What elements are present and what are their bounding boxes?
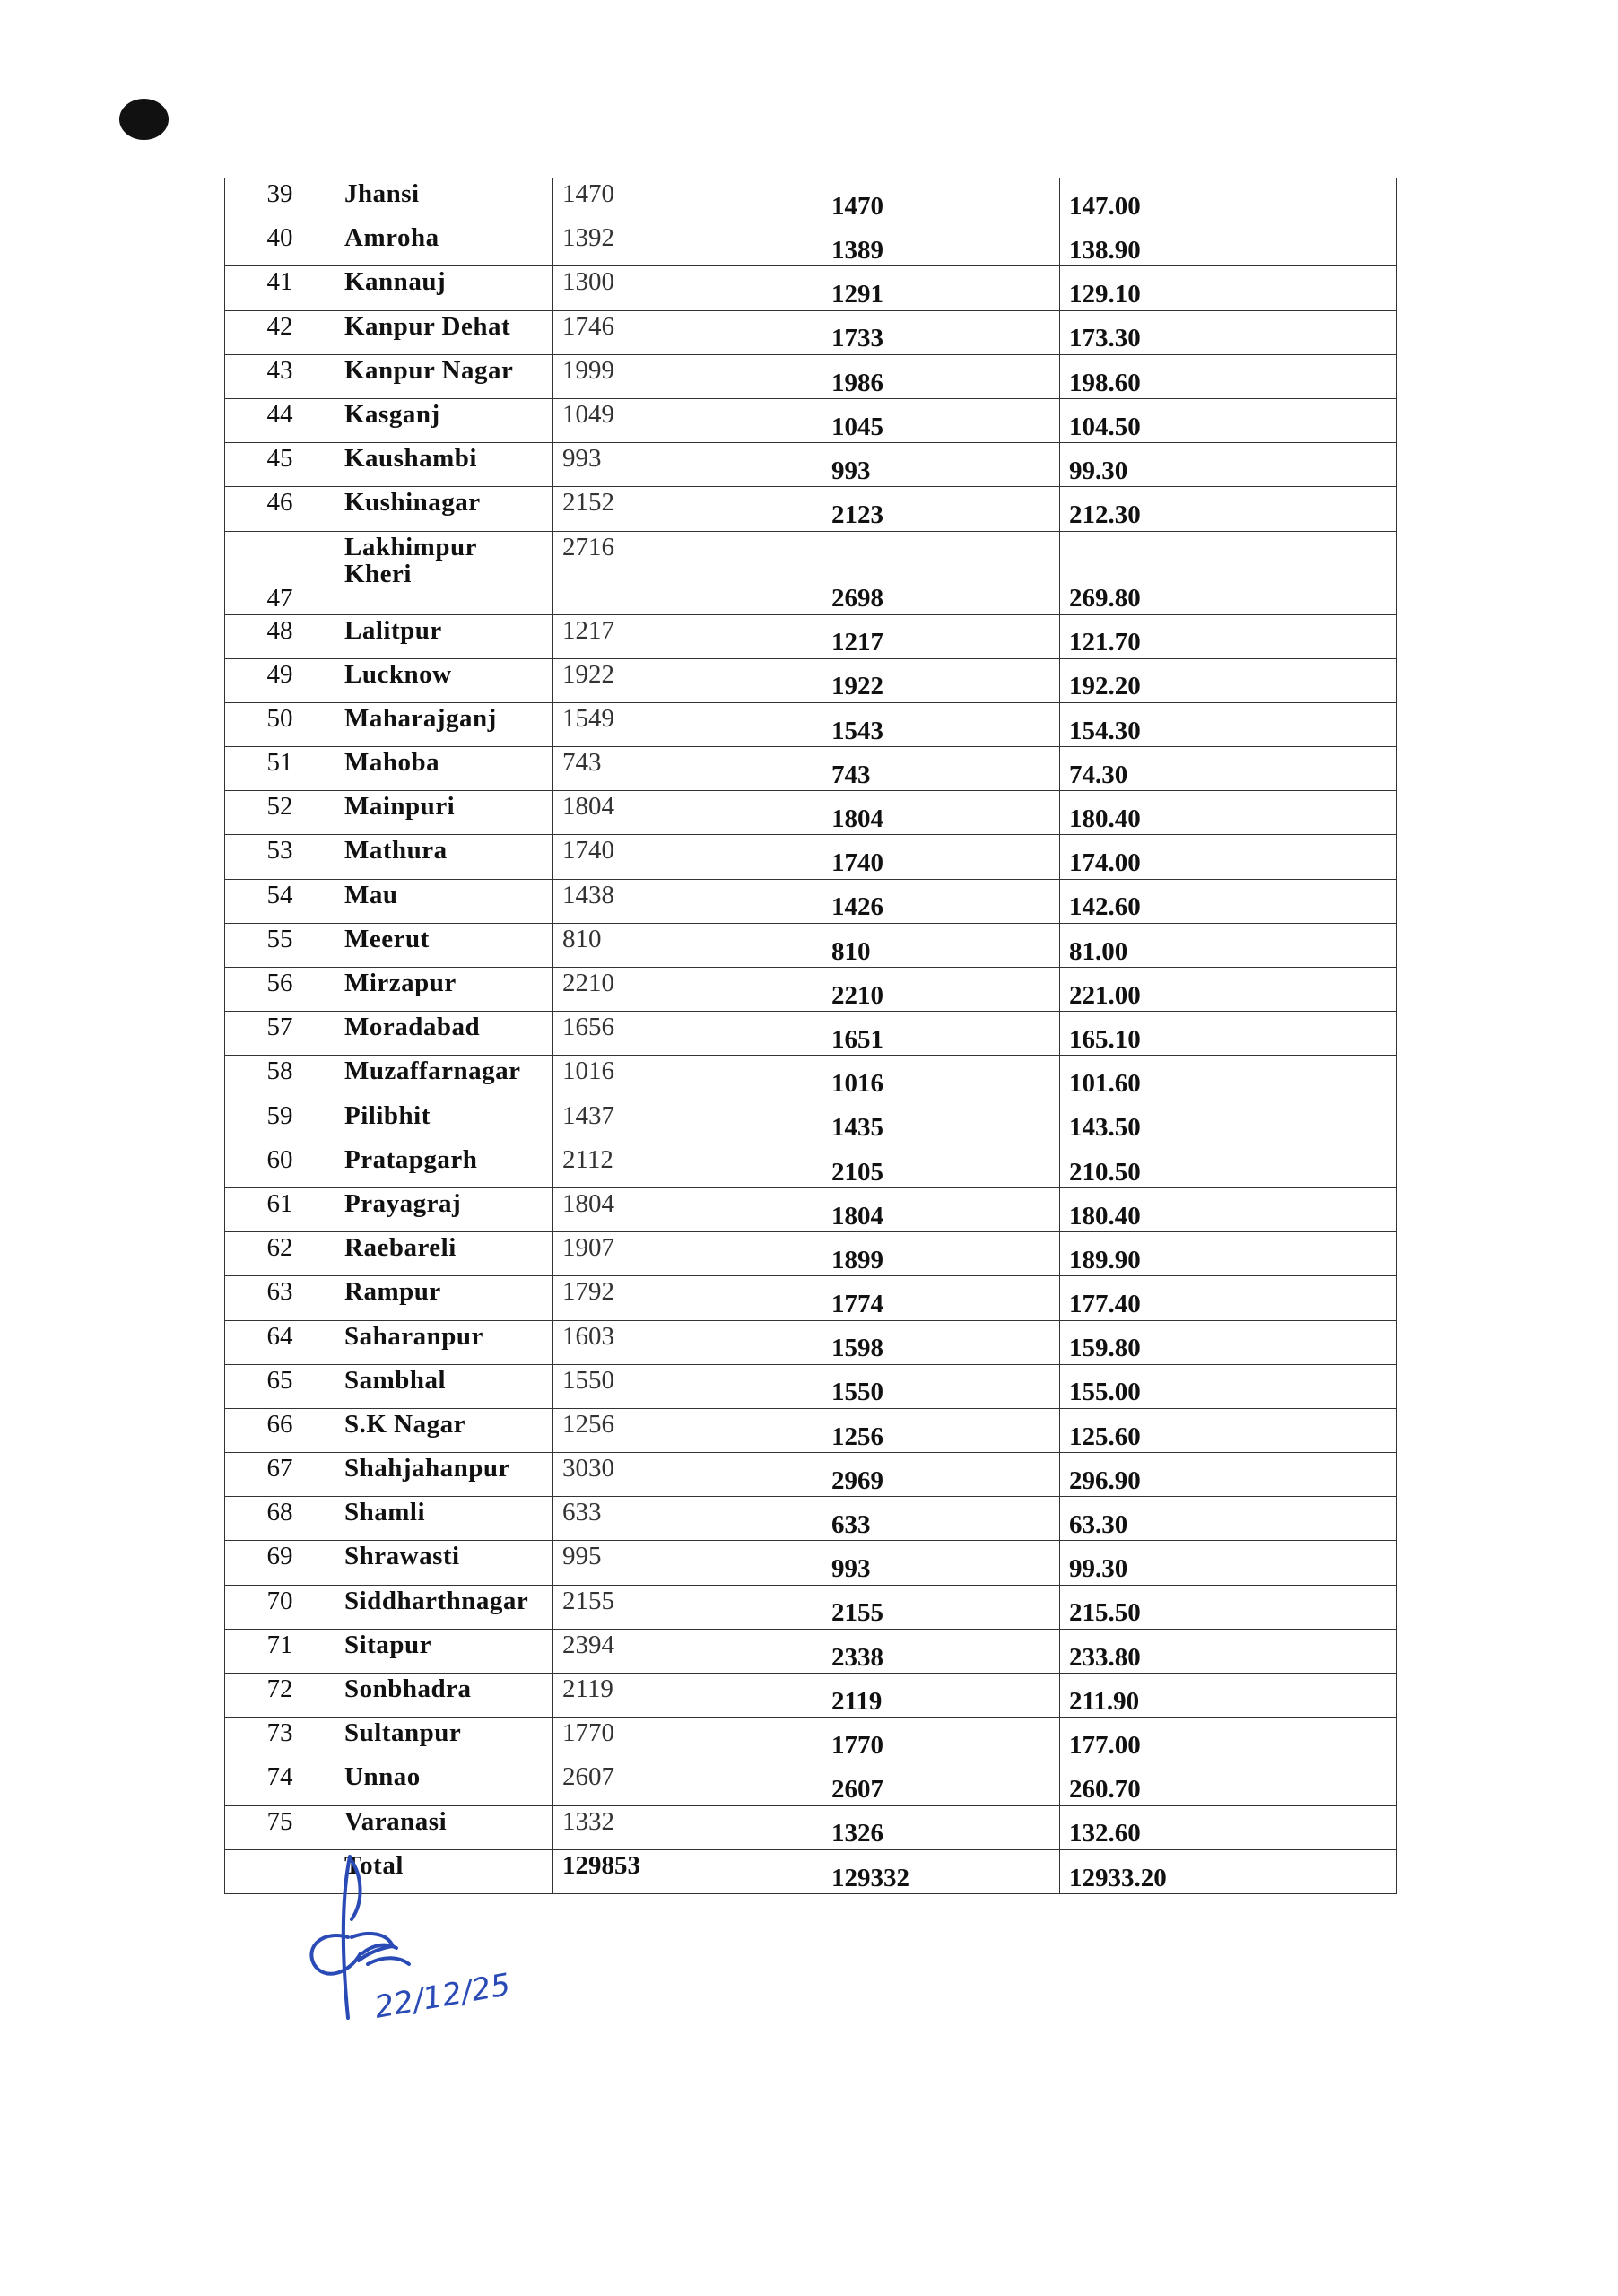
table-row — [225, 1276, 1397, 1320]
value-2-cell: 1770 — [822, 1718, 1060, 1761]
value-1-cell: 1804 — [553, 791, 822, 835]
value-2-cell: 2338 — [822, 1629, 1060, 1673]
table-row — [225, 968, 1397, 1012]
value-1-cell: 1256 — [553, 1408, 822, 1452]
value-1-cell: 2394 — [553, 1629, 822, 1673]
value-1-cell: 1907 — [553, 1232, 822, 1276]
value-2-cell: 1291 — [822, 266, 1060, 310]
table-row — [225, 398, 1397, 442]
value-2-cell: 2119 — [822, 1674, 1060, 1718]
serial-number-cell: 69 — [225, 1541, 335, 1585]
district-name-cell: Pilibhit — [335, 1100, 553, 1144]
serial-number-cell: 53 — [225, 835, 335, 879]
value-1-cell: 1300 — [553, 266, 822, 310]
value-1-cell: 993 — [553, 443, 822, 487]
value-2-cell: 1774 — [822, 1276, 1060, 1320]
table-row — [225, 1187, 1397, 1231]
value-2-cell: 1740 — [822, 835, 1060, 879]
serial-number-cell: 68 — [225, 1497, 335, 1541]
table-row — [225, 1585, 1397, 1629]
serial-number-cell: 60 — [225, 1144, 335, 1187]
value-3-cell: 180.40 — [1060, 1187, 1397, 1231]
district-table-body — [225, 178, 1397, 1894]
district-name-cell: Unnao — [335, 1761, 553, 1805]
punch-hole-mark — [119, 99, 169, 140]
value-1-cell: 1016 — [553, 1056, 822, 1100]
value-1-cell: 2607 — [553, 1761, 822, 1805]
value-3-cell: 147.00 — [1060, 178, 1397, 222]
table-row — [225, 658, 1397, 702]
district-name-cell: Mathura — [335, 835, 553, 879]
value-3-cell: 121.70 — [1060, 614, 1397, 658]
value-2-cell: 810 — [822, 923, 1060, 967]
table-row — [225, 835, 1397, 879]
value-3-cell: 173.30 — [1060, 310, 1397, 354]
value-3-cell: 210.50 — [1060, 1144, 1397, 1187]
value-3-cell: 211.90 — [1060, 1674, 1397, 1718]
serial-number-cell: 46 — [225, 487, 335, 531]
value-2-cell: 1326 — [822, 1805, 1060, 1849]
district-name-cell: Siddharthnagar — [335, 1585, 553, 1629]
serial-number-cell: 72 — [225, 1674, 335, 1718]
value-2-cell: 1389 — [822, 222, 1060, 266]
value-1-cell: 1392 — [553, 222, 822, 266]
serial-number-cell: 66 — [225, 1408, 335, 1452]
district-name-cell: Rampur — [335, 1276, 553, 1320]
serial-number-cell: 71 — [225, 1629, 335, 1673]
value-1-cell: 2716 — [553, 531, 822, 614]
value-3-cell: 296.90 — [1060, 1453, 1397, 1497]
value-3-cell: 165.10 — [1060, 1012, 1397, 1056]
district-name-cell: Lucknow — [335, 658, 553, 702]
serial-number-cell: 45 — [225, 443, 335, 487]
value-3-cell: 260.70 — [1060, 1761, 1397, 1805]
value-2-cell: 2607 — [822, 1761, 1060, 1805]
district-name-cell: Amroha — [335, 222, 553, 266]
value-1-cell: 1549 — [553, 702, 822, 746]
serial-number-cell: 47 — [225, 531, 335, 614]
value-1-cell: 2152 — [553, 487, 822, 531]
value-1-cell: 2210 — [553, 968, 822, 1012]
table-row — [225, 879, 1397, 923]
serial-number-cell: 40 — [225, 222, 335, 266]
table-row — [225, 1629, 1397, 1673]
district-name-cell: Shamli — [335, 1497, 553, 1541]
district-name-cell: Moradabad — [335, 1012, 553, 1056]
value-3-cell: 142.60 — [1060, 879, 1397, 923]
value-1-cell: 3030 — [553, 1453, 822, 1497]
value-2-cell: 1598 — [822, 1320, 1060, 1364]
value-2-cell: 993 — [822, 443, 1060, 487]
serial-number-cell: 58 — [225, 1056, 335, 1100]
value-3-cell: 189.90 — [1060, 1232, 1397, 1276]
value-3-cell: 129.10 — [1060, 266, 1397, 310]
table-row — [225, 310, 1397, 354]
serial-number-cell: 55 — [225, 923, 335, 967]
serial-number-cell: 41 — [225, 266, 335, 310]
value-3-cell: 99.30 — [1060, 1541, 1397, 1585]
district-name-cell: Kaushambi — [335, 443, 553, 487]
district-name-cell: Mirzapur — [335, 968, 553, 1012]
value-3-cell: 154.30 — [1060, 702, 1397, 746]
district-name-cell: Kanpur Nagar — [335, 354, 553, 398]
value-3-cell: 101.60 — [1060, 1056, 1397, 1100]
value-2-cell: 633 — [822, 1497, 1060, 1541]
value-3-cell: 104.50 — [1060, 398, 1397, 442]
value-3-cell: 74.30 — [1060, 747, 1397, 791]
value-1-cell: 1049 — [553, 398, 822, 442]
district-name-cell: Maharajganj — [335, 702, 553, 746]
value-2-cell: 1016 — [822, 1056, 1060, 1100]
serial-number-cell: 54 — [225, 879, 335, 923]
table-row — [225, 1408, 1397, 1452]
table-row — [225, 266, 1397, 310]
value-3-cell: 177.40 — [1060, 1276, 1397, 1320]
serial-number-cell: 43 — [225, 354, 335, 398]
serial-number-cell: 42 — [225, 310, 335, 354]
value-2-cell: 1651 — [822, 1012, 1060, 1056]
value-3-cell: 63.30 — [1060, 1497, 1397, 1541]
value-1-cell: 1656 — [553, 1012, 822, 1056]
value-1-cell: 1770 — [553, 1718, 822, 1761]
value-1-cell: 1804 — [553, 1187, 822, 1231]
total-label-cell: Total — [335, 1849, 553, 1893]
district-name-cell: Kannauj — [335, 266, 553, 310]
total-value-2-cell: 129332 — [822, 1849, 1060, 1893]
value-1-cell: 633 — [553, 1497, 822, 1541]
table-row — [225, 531, 1397, 614]
table-row — [225, 1541, 1397, 1585]
value-3-cell: 138.90 — [1060, 222, 1397, 266]
serial-number-cell: 50 — [225, 702, 335, 746]
table-row — [225, 923, 1397, 967]
table-row — [225, 614, 1397, 658]
value-2-cell: 2698 — [822, 531, 1060, 614]
serial-number-cell: 63 — [225, 1276, 335, 1320]
value-2-cell: 2969 — [822, 1453, 1060, 1497]
district-name-cell: Kushinagar — [335, 487, 553, 531]
district-name-cell: Shahjahanpur — [335, 1453, 553, 1497]
value-3-cell: 192.20 — [1060, 658, 1397, 702]
serial-number-cell: 62 — [225, 1232, 335, 1276]
value-1-cell: 1746 — [553, 310, 822, 354]
serial-number-cell: 61 — [225, 1187, 335, 1231]
value-3-cell: 212.30 — [1060, 487, 1397, 531]
value-1-cell: 810 — [553, 923, 822, 967]
district-name-cell: Mainpuri — [335, 791, 553, 835]
district-name-cell: Sambhal — [335, 1364, 553, 1408]
district-name-cell: Jhansi — [335, 178, 553, 222]
table-row — [225, 487, 1397, 531]
district-name-cell: Kanpur Dehat — [335, 310, 553, 354]
value-2-cell: 1426 — [822, 879, 1060, 923]
value-3-cell: 132.60 — [1060, 1805, 1397, 1849]
district-name-cell: S.K Nagar — [335, 1408, 553, 1452]
value-1-cell: 2119 — [553, 1674, 822, 1718]
value-2-cell: 1435 — [822, 1100, 1060, 1144]
value-2-cell: 743 — [822, 747, 1060, 791]
value-2-cell: 1804 — [822, 1187, 1060, 1231]
serial-number-cell: 44 — [225, 398, 335, 442]
value-2-cell: 1470 — [822, 178, 1060, 222]
value-1-cell: 1999 — [553, 354, 822, 398]
value-1-cell: 1792 — [553, 1276, 822, 1320]
value-3-cell: 174.00 — [1060, 835, 1397, 879]
table-row — [225, 1674, 1397, 1718]
value-1-cell: 2155 — [553, 1585, 822, 1629]
district-name-cell: Shrawasti — [335, 1541, 553, 1585]
district-name-cell: Prayagraj — [335, 1187, 553, 1231]
table-row — [225, 178, 1397, 222]
district-name-cell: Muzaffarnagar — [335, 1056, 553, 1100]
value-2-cell: 1550 — [822, 1364, 1060, 1408]
value-2-cell: 1733 — [822, 310, 1060, 354]
serial-number-cell: 70 — [225, 1585, 335, 1629]
value-2-cell: 2155 — [822, 1585, 1060, 1629]
value-2-cell: 1256 — [822, 1408, 1060, 1452]
value-3-cell: 143.50 — [1060, 1100, 1397, 1144]
district-name-cell: Sitapur — [335, 1629, 553, 1673]
value-2-cell: 1922 — [822, 658, 1060, 702]
value-3-cell: 233.80 — [1060, 1629, 1397, 1673]
value-3-cell: 99.30 — [1060, 443, 1397, 487]
value-1-cell: 995 — [553, 1541, 822, 1585]
table-row — [225, 1497, 1397, 1541]
district-name-cell: Mau — [335, 879, 553, 923]
signature-icon — [287, 1848, 556, 2027]
district-name-cell: Meerut — [335, 923, 553, 967]
value-2-cell: 1217 — [822, 614, 1060, 658]
serial-number-cell: 52 — [225, 791, 335, 835]
value-3-cell: 215.50 — [1060, 1585, 1397, 1629]
district-table — [224, 178, 1397, 1894]
table-row — [225, 1718, 1397, 1761]
table-row — [225, 1232, 1397, 1276]
value-2-cell: 1804 — [822, 791, 1060, 835]
table-row — [225, 747, 1397, 791]
value-2-cell: 2105 — [822, 1144, 1060, 1187]
district-name-cell: Saharanpur — [335, 1320, 553, 1364]
table-row — [225, 443, 1397, 487]
table-row — [225, 1012, 1397, 1056]
table-row — [225, 1805, 1397, 1849]
serial-number-cell: 73 — [225, 1718, 335, 1761]
value-1-cell: 1740 — [553, 835, 822, 879]
table-row — [225, 791, 1397, 835]
value-3-cell: 159.80 — [1060, 1320, 1397, 1364]
table-row — [225, 1144, 1397, 1187]
table-row — [225, 1100, 1397, 1144]
table-row — [225, 1056, 1397, 1100]
serial-number-cell: 49 — [225, 658, 335, 702]
district-name-cell: Raebareli — [335, 1232, 553, 1276]
value-1-cell: 1217 — [553, 614, 822, 658]
table-row — [225, 1320, 1397, 1364]
table-row — [225, 1453, 1397, 1497]
table-row — [225, 1364, 1397, 1408]
value-1-cell: 2112 — [553, 1144, 822, 1187]
serial-number-cell: 56 — [225, 968, 335, 1012]
district-name-cell: Pratapgarh — [335, 1144, 553, 1187]
district-name-cell: Sultanpur — [335, 1718, 553, 1761]
serial-number-cell: 64 — [225, 1320, 335, 1364]
value-3-cell: 221.00 — [1060, 968, 1397, 1012]
serial-number-cell: 48 — [225, 614, 335, 658]
value-1-cell: 743 — [553, 747, 822, 791]
value-2-cell: 2123 — [822, 487, 1060, 531]
value-2-cell: 2210 — [822, 968, 1060, 1012]
table-row — [225, 702, 1397, 746]
serial-number-cell: 65 — [225, 1364, 335, 1408]
value-1-cell: 1603 — [553, 1320, 822, 1364]
table-row — [225, 354, 1397, 398]
serial-number-cell: 75 — [225, 1805, 335, 1849]
value-1-cell: 1438 — [553, 879, 822, 923]
value-3-cell: 269.80 — [1060, 531, 1397, 614]
total-value-1-cell: 129853 — [553, 1849, 822, 1893]
table-row — [225, 1761, 1397, 1805]
value-3-cell: 177.00 — [1060, 1718, 1397, 1761]
district-name-cell: Mahoba — [335, 747, 553, 791]
district-table-wrapper — [224, 178, 1396, 1894]
serial-number-cell: 57 — [225, 1012, 335, 1056]
serial-number-cell: 74 — [225, 1761, 335, 1805]
table-row — [225, 222, 1397, 266]
value-2-cell: 993 — [822, 1541, 1060, 1585]
value-3-cell: 125.60 — [1060, 1408, 1397, 1452]
district-name-cell: Sonbhadra — [335, 1674, 553, 1718]
value-3-cell: 155.00 — [1060, 1364, 1397, 1408]
district-name-cell: Lakhimpur Kheri — [335, 531, 553, 614]
value-2-cell: 1045 — [822, 398, 1060, 442]
district-name-cell: Kasganj — [335, 398, 553, 442]
value-3-cell: 81.00 — [1060, 923, 1397, 967]
value-3-cell: 198.60 — [1060, 354, 1397, 398]
value-3-cell: 180.40 — [1060, 791, 1397, 835]
serial-number-cell: 39 — [225, 178, 335, 222]
value-1-cell: 1550 — [553, 1364, 822, 1408]
district-name-cell: Varanasi — [335, 1805, 553, 1849]
value-1-cell: 1332 — [553, 1805, 822, 1849]
serial-number-cell: 59 — [225, 1100, 335, 1144]
value-2-cell: 1986 — [822, 354, 1060, 398]
value-1-cell: 1470 — [553, 178, 822, 222]
serial-number-cell: 67 — [225, 1453, 335, 1497]
value-2-cell: 1899 — [822, 1232, 1060, 1276]
district-name-cell: Lalitpur — [335, 614, 553, 658]
value-1-cell: 1437 — [553, 1100, 822, 1144]
value-2-cell: 1543 — [822, 702, 1060, 746]
total-value-3-cell: 12933.20 — [1060, 1849, 1397, 1893]
value-1-cell: 1922 — [553, 658, 822, 702]
signature-date: 22/12/25 — [371, 1966, 513, 2026]
serial-number-cell: 51 — [225, 747, 335, 791]
